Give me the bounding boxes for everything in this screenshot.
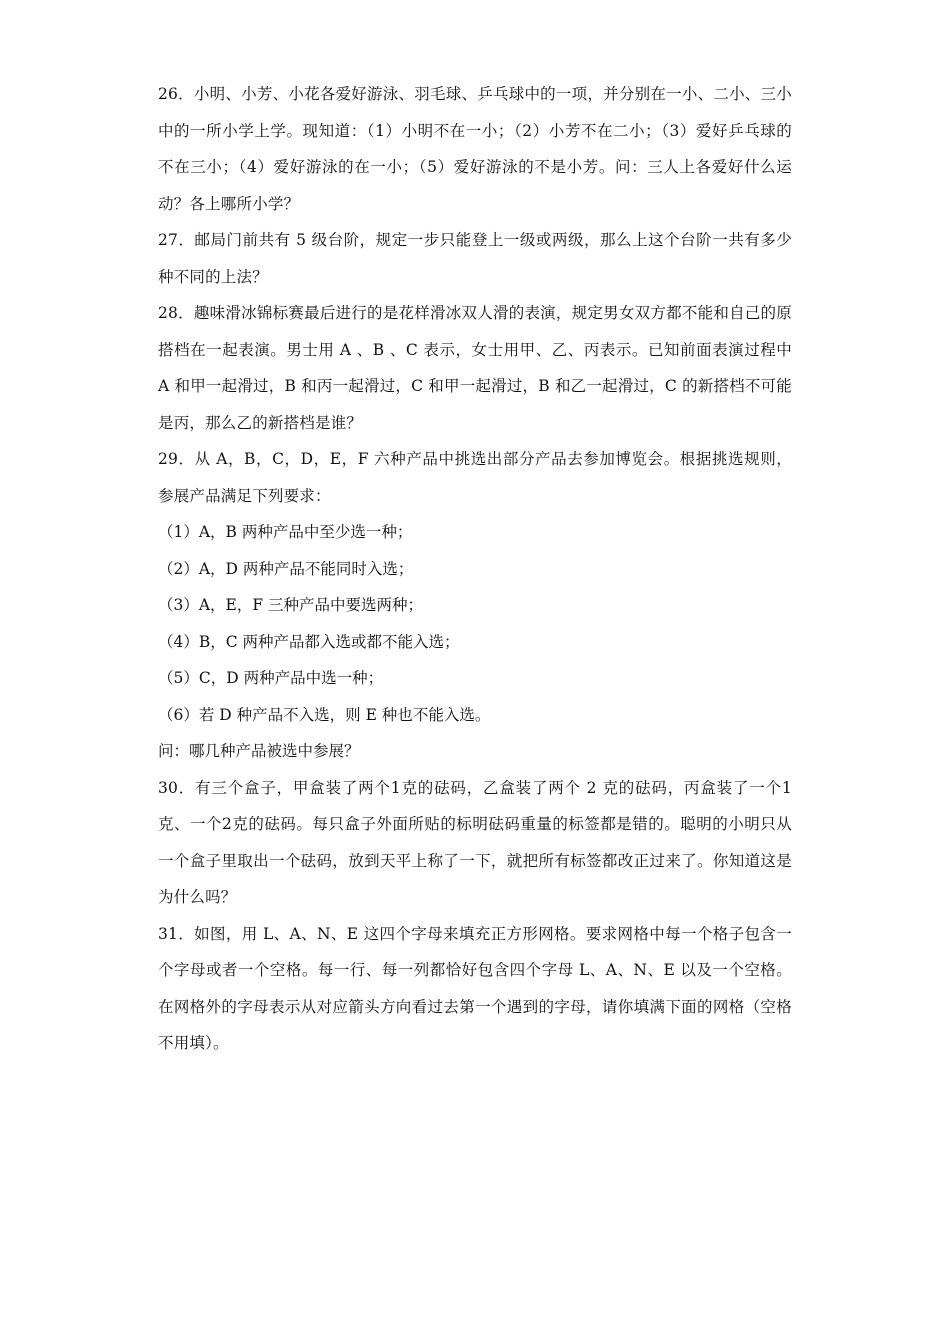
question-29-condition-3: （3）A，E，F 三种产品中要选两种； — [158, 596, 424, 614]
question-30: 30．有三个盒子，甲盒装了两个1克的砝码，乙盒装了两个 2 克的砝码，丙盒装了一个1克、一个2克的砝码。每只盒子外面所贴的标明砝码重量的标签都是错的。聪明的小明只从一个盒子里取出一个砝码，放到天平上称了一下，就把所有标签都改正过来了。你知道这是为什么吗？ — [158, 778, 792, 906]
question-29-condition-5: （5）C，D 两种产品中选一种； — [158, 669, 384, 687]
question-27: 27．邮局门前共有 5 级台阶，规定一步只能登上一级或两级，那么上这个台阶一共有多少种不同的上法？ — [158, 231, 792, 286]
question-29-condition-2: （2）A，D 两种产品不能同时入选； — [158, 559, 414, 578]
question-29-condition-4: （4）B，C 两种产品都入选或都不能入选； — [158, 632, 460, 651]
question-28: 28．趣味滑冰锦标赛最后进行的是花样滑冰双人滑的表演，规定男女双方都不能和自己的原搭档在一起表演。男士用 A 、B 、C 表示，女士用甲、乙、丙表示。已知前面表演过程中 A 和甲一起滑过，B 和丙一起滑过，C 和甲一起滑过，B 和乙一起滑过，C 的新搭档不可能是丙，那么乙的新搭档是谁？ — [158, 304, 792, 432]
document-page — [158, 76, 792, 1062]
question-29-ask: 问：哪几种产品被选中参展？ — [158, 742, 360, 760]
question-29-intro: 29．从 A，B，C，D，E，F 六种产品中挑选出部分产品去参加博览会。根据挑选规则，参展产品满足下列要求： — [158, 450, 792, 505]
question-31: 31．如图，用 L、A、N、E 这四个字母来填充正方形网格。要求网格中每一个格子包含一个字母或者一个空格。每一行、每一列都恰好包含四个字母 L、A、N、E 以及一个空格。在网格外的字母表示从对应箭头方向看过去第一个遇到的字母，请你填满下面的网格（空格不用填）。 — [158, 924, 792, 1052]
question-29-condition-1: （1）A，B 两种产品中至少选一种； — [158, 523, 413, 541]
question-26: 26．小明、小芳、小花各爱好游泳、羽毛球、乒乓球中的一项，并分别在一小、二小、三小中的一所小学上学。现知道：（1）小明不在一小；（2）小芳不在二小；（3）爱好乒乓球的不在三小；（4）爱好游泳的在一小；（5）爱好游泳的不是小芳。问：三人上各爱好什么运动？各上哪所小学？ — [158, 85, 792, 213]
question-29-condition-6: （6）若 D 种产品不入选，则 E 种也不能入选。 — [158, 705, 491, 724]
